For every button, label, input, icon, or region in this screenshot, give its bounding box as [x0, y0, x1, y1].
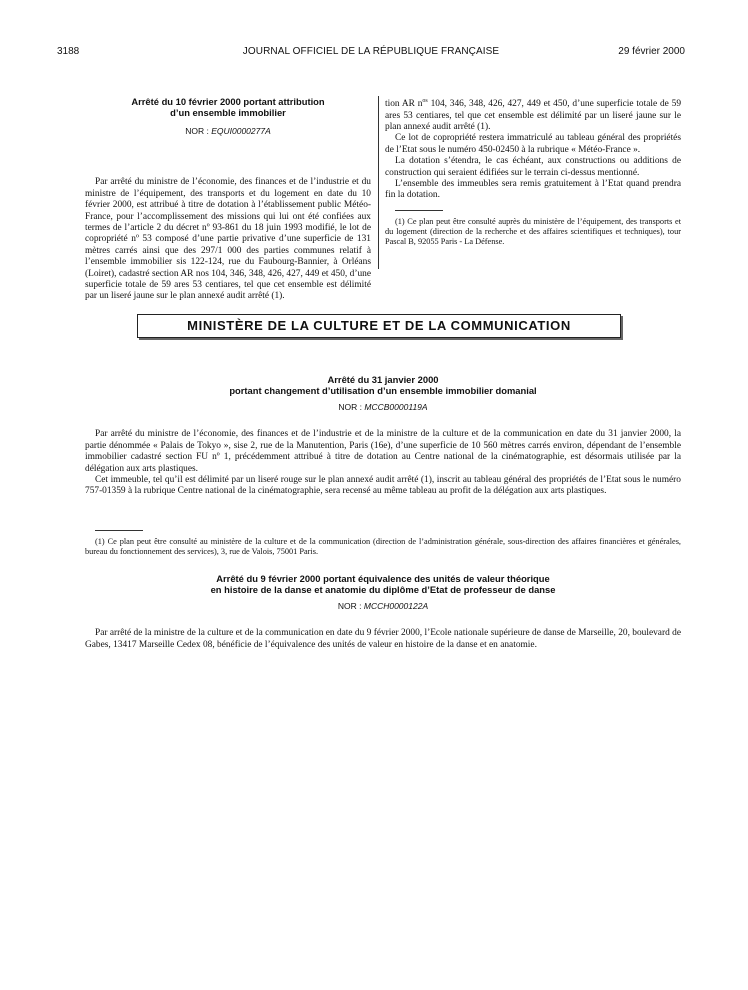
footnote-rule [395, 210, 443, 211]
article-1-body-continued: tion AR $n^{os}$ 104, 346, 348, 426, 427, 449 et 450, d’une superficie totale de 59 ares 53 centiares, tel que cet ensemble est délimité par un liseré jaune sur le plan annexé audit arrêté (1). [385, 98, 682, 132]
page-header [57, 46, 685, 60]
article-1-body: Par arrêté du ministre de l’économie, des finances et de l’industrie et du ministre de l’équipement, des transports et du logement en date du 10 février 2000, est attribué à titre de dotation à l’établissement public Météo-France, pour l’accomplissement des missions qui lui ont été confiées aux termes de l’article 2 du décret nº 93-861 du 18 juin 1993 modifié, le lot de copropriété nº 53 composé d’une partie privative d’une superficie de 131 mètres carrés ainsi que des 297/1 000 des parties communes relatif à l’ensemble immobilier sis 122-124, rue du Faubourg-Bannier, à Orléans (Loiret), cadastré section AR nos 104, 346, 348, 426, 427, 449 et 450, d’une superficie totale de 59 ares 53 centiares, tel que cet ensemble est délimité par un liseré jaune sur le plan annexé audit arrêté (1). [85, 177, 371, 302]
page-number: 3188 [57, 46, 80, 57]
issue-date: 29 février 2000 [618, 46, 685, 57]
article-1-nor: NOR : EQUI0000277A [185, 126, 271, 136]
article-1-title: Arrêté du 10 février 2000 portant attribution d’un ensemble immobilier [131, 96, 325, 118]
article-3-paragraph-1: Par arrêté de la ministre de la culture et de la communication en date du 9 février 2000, l’Ecole nationale supérieure de danse de Marseille, 20, boulevard de Gabes, 13417 Marseille Cedex 08, bénéficie de l’équivalence des unités de valeur en histoire de la danse et en anatomie. [85, 628, 681, 650]
article-2-footnote: (1) Ce plan peut être consulté au ministère de la culture et de la communication (direction de l’administration générale, sous-direction des affaires financières et générales, bureau du fonctionnement des services), 3, rue de Valois, 75001 Paris. [85, 537, 681, 557]
article-3-nor: NOR : MCCH0000122A [337, 601, 429, 611]
article-1-left-column [85, 96, 371, 302]
article-1-right-column [385, 96, 681, 247]
article-1-paragraph-3: La dotation s’étendra, le cas échéant, aux constructions ou additions de construction qui seraient édifiées sur le terrain ci-dessus mentionné. [385, 156, 681, 178]
journal-title: JOURNAL OFFICIEL DE LA RÉPUBLIQUE FRANÇAISE [242, 46, 500, 57]
article-2-title: Arrêté du 31 janvier 2000 portant changement d’utilisation d’un ensemble immobilier domanial [229, 374, 537, 396]
article-3-title: Arrêté du 9 février 2000 portant équivalence des unités de valeur théorique en histoire de la danse et anatomie du diplôme d’Etat de professeur de danse [210, 573, 556, 595]
article-1-footnote: (1) Ce plan peut être consulté auprès du ministère de l’équipement, des transports et du logement (direction de la recherche et des affaires scientifiques et techniques), tour Pascal B, 92055 Paris - La Défense. [385, 216, 681, 247]
article-2-paragraph-2: Cet immeuble, tel qu’il est délimité par un liseré rouge sur le plan annexé audit arrêté (1), inscrit au tableau général des propriétés de l’Etat sous le numéro 757-01359 à la rubrique Centre national de la cinématographie, sera recensé au même tableau au profit de la délégation aux arts plastiques. [85, 475, 681, 497]
footnote-rule [95, 530, 143, 531]
ministry-heading: MINISTÈRE DE LA CULTURE ET DE LA COMMUNICATION [137, 314, 621, 338]
column-divider [378, 96, 379, 269]
article-2-nor: NOR : MCCB0000119A [338, 402, 428, 412]
article-1-paragraph-4: L’ensemble des immeubles sera remis gratuitement à l’Etat quand prendra fin la dotation. [385, 178, 681, 201]
article-2-paragraph-1: Par arrêté du ministre de l’économie, des finances et de l’industrie et de la ministre de la culture et de la communication en date du 31 janvier 2000, la partie dénommée « Palais de Tokyo », sise 2, rue de la Manutention, Paris (16e), d’une superficie de 10 560 mètres carrés environ, dépendant de l’ensemble immobilier cadastré section FU nº 1, précédemment attribué à titre de dotation au Centre national de la cinématographie, est désormais utilisée par la délégation aux arts plastiques. [85, 429, 681, 474]
article-1-paragraph-2: Ce lot de copropriété restera immatriculé au tableau général des propriétés de l’Etat sous le numéro 450-02450 à la rubrique « Météo-France ». [385, 133, 681, 155]
article-2 [85, 374, 681, 498]
article-3 [85, 573, 681, 651]
article-2-footnote-block [85, 530, 681, 557]
